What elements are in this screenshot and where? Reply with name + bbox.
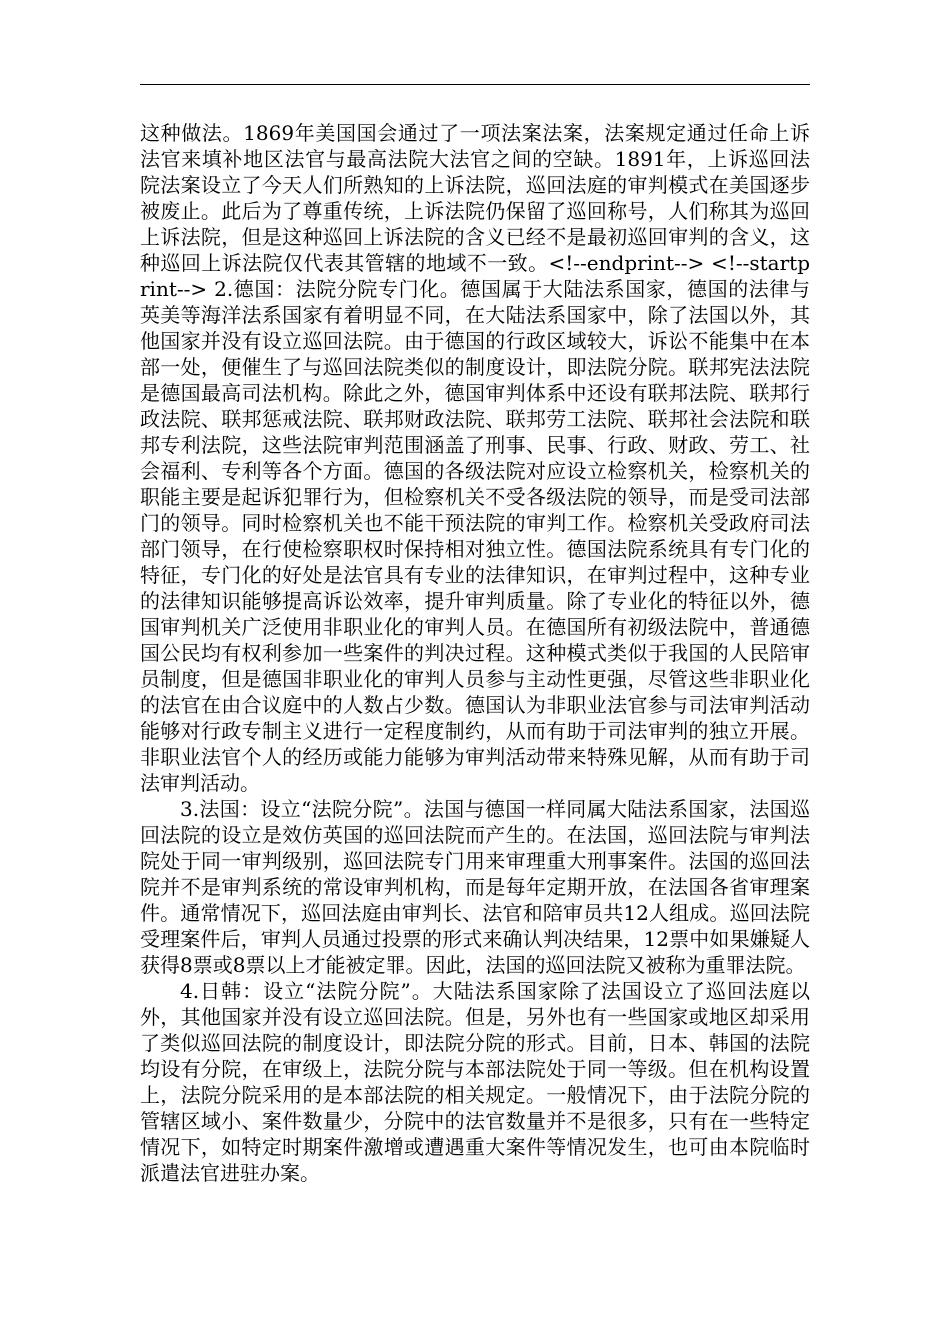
paragraph: 4.日韩：设立“法院分院”。大陆法系国家除了法国设立了巡回法庭以外，其他国家并没有设立巡回法院。但是，另外也有一些国家或地区却采用了类似巡回法院的制度设计，即法院分院的形式。目前，日本、韩国的法院均设有分院，在审级上，法院分院与本部法院处于同一等级。但在机构设置上，法院分院采用的是本部法院的相关规定。一般情况下，由于法院分院的管辖区域小、案件数量少，分院中的法官数量并不是很多，只有在一些特定情况下，如特定时期案件激增或遭遇重大案件等情况发生，也可由本院临时派遣法官进驻办案。 (140, 979, 810, 1185)
header-rule (140, 84, 810, 85)
document-body (140, 120, 810, 1186)
paragraph: 3.法国：设立“法院分院”。法国与德国一样同属大陆法系国家，法国巡回法院的设立是效仿英国的巡回法院而产生的。在法国，巡回法院与审判法院处于同一审判级别，巡回法院专门用来审理重大刑事案件。法国的巡回法院并不是审判系统的常设审判机构，而是每年定期开放，在法国各省审理案件。通常情况下，巡回法庭由审判长、法官和陪审员共12人组成。巡回法院受理案件后，审判人员通过投票的形式来确认判决结果，12票中如果嫌疑人获得8票或8票以上才能被定罪。因此，法国的巡回法院又被称为重罪法院。 (140, 797, 810, 977)
paragraph: 这种做法。1869年美国国会通过了一项法案法案，法案规定通过任命上诉法官来填补地区法官与最高法院大法官之间的空缺。1891年，上诉巡回法院法案设立了今天人们所熟知的上诉法院，巡回法庭的审判模式在美国逐步被废止。此后为了尊重传统，上诉法院仍保留了巡回称号，人们称其为巡回上诉法院，但是这种巡回上诉法院的含义已经不是最初巡回审判的含义，这种巡回上诉法院仅代表其管辖的地域不一致。<!--endprint--> <!--startprint--> 2.德国：法院分院专门化。德国属于大陆法系国家，德国的法律与英美等海洋法系国家有着明显不同，在大陆法系国家中，除了法国以外，其他国家并没有设立巡回法院。由于德国的行政区域较大，诉讼不能集中在本部一处，便催生了与巡回法院类似的制度设计，即法院分院。联邦宪法法院是德国最高司法机构。除此之外，德国审判体系中还设有联邦法院、联邦行政法院、联邦惩戒法院、联邦财政法院、联邦劳工法院、联邦社会法院和联邦专利法院，这些法院审判范围涵盖了刑事、民事、行政、财政、劳工、社会福利、专利等各个方面。德国的各级法院对应设立检察机关，检察机关的职能主要是起诉犯罪行为，但检察机关不受各级法院的领导，而是受司法部门的领导。同时检察机关也不能干预法院的审判工作。检察机关受政府司法部门领导，在行使检察职权时保持相对独立性。德国法院系统具有专门化的特征，专门化的好处是法官具有专业的法律知识，在审判过程中，这种专业的法律知识能够提高诉讼效率，提升审判质量。除了专业化的特征以外，德国审判机关广泛使用非职业化的审判人员。在德国所有初级法院中，普通德国公民均有权利参加一些案件的判决过程。这种模式类似于我国的人民陪审员制度，但是德国非职业化的审判人员参与主动性更强，尽管这些非职业化的法官在由合议庭中的人数占少数。德国认为非职业法官参与司法审判活动能够对行政专制主义进行一定程度制约，从而有助于司法审判的独立开展。非职业法官个人的经历或能力能够为审判活动带来特殊见解，从而有助于司法审判活动。 (140, 121, 810, 795)
